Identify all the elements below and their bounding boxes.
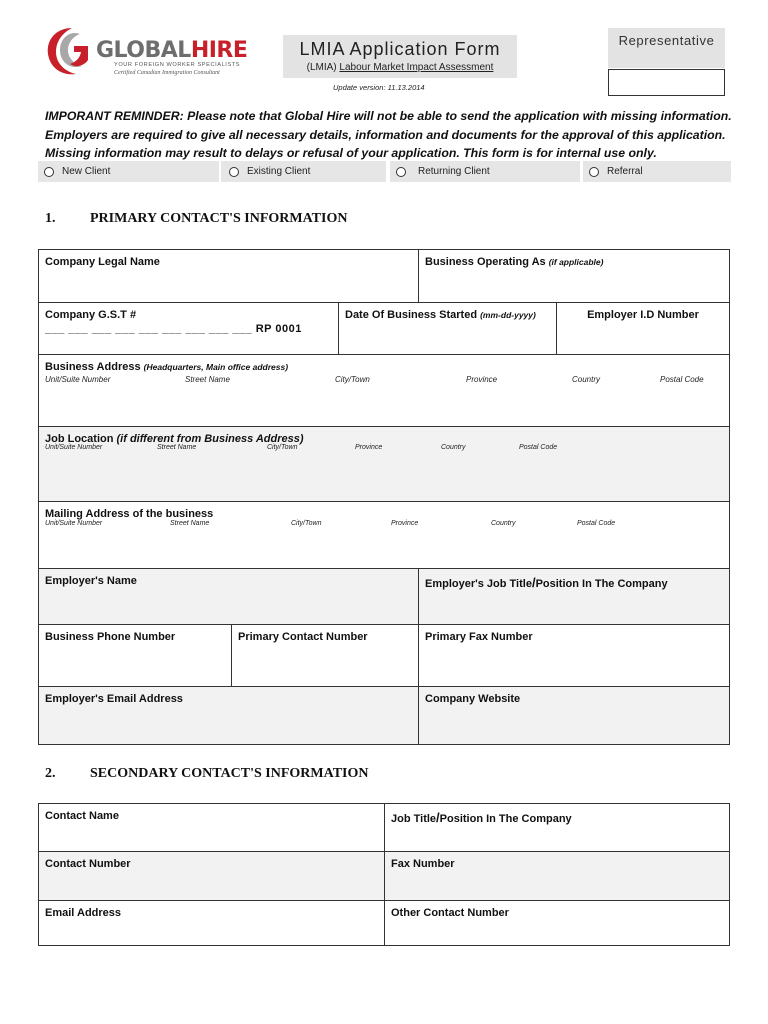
radio-icon[interactable] [44,167,54,177]
update-version: Update version: 11.13.2014 [333,83,425,92]
company-gst-field[interactable]: Company G.S.T # ___ ___ ___ ___ ___ ___ ___ ___ ___ RP 0001 [38,302,339,355]
client-option-new[interactable]: New Client [38,161,219,182]
radio-icon[interactable] [229,167,239,177]
radio-icon[interactable] [396,167,406,177]
radio-icon[interactable] [589,167,599,177]
contact-job-title-field[interactable]: Job Title/Position In The Company [384,803,730,852]
representative-field[interactable] [608,69,725,96]
employer-id-field[interactable]: Employer I.D Number [556,302,730,355]
contact-name-field[interactable]: Contact Name [38,803,385,852]
business-operating-as-field[interactable]: Business Operating As (if applicable) [418,249,730,303]
business-phone-field[interactable]: Business Phone Number [38,624,232,687]
section-1-title: 1. PRIMARY CONTACT'S INFORMATION [45,211,348,226]
employer-name-field[interactable]: Employer's Name [38,568,419,625]
company-website-field[interactable]: Company Website [418,686,730,745]
logo-tagline: YOUR FOREIGN WORKER SPECIALISTS [114,62,241,68]
form-title: LMIA Application Form [299,39,501,59]
date-business-started-field[interactable]: Date Of Business Started (mm-dd-yyyy) [338,302,557,355]
contact-number-field[interactable]: Contact Number [38,851,385,901]
globalhire-g-logo-icon [44,24,94,80]
client-type-bar [38,161,731,182]
primary-contact-number-field[interactable]: Primary Contact Number [231,624,419,687]
job-location-field[interactable]: Job Location (if different from Business Address) Unit/Suite Number Street Name City/Town Province Country Postal Code [38,426,730,502]
logo-wordmark: GLOBALHIRE [96,38,248,63]
email-address-field[interactable]: Email Address [38,900,385,946]
client-option-existing[interactable]: Existing Client [223,161,386,182]
company-logo [44,24,248,82]
company-legal-name-field[interactable]: Company Legal Name [38,249,419,303]
logo-subline: Certified Canadian Immigration Consultant [114,70,220,76]
section-2-title: 2. SECONDARY CONTACT'S INFORMATION [45,766,369,781]
primary-fax-field[interactable]: Primary Fax Number [418,624,730,687]
other-contact-number-field[interactable]: Other Contact Number [384,900,730,946]
fax-number-field[interactable]: Fax Number [384,851,730,901]
mailing-address-field[interactable]: Mailing Address of the business Unit/Suite Number Street Name City/Town Province Country Postal Code [38,501,730,569]
employer-email-field[interactable]: Employer's Email Address [38,686,419,745]
important-reminder: IMPORANT REMINDER: Please note that Global Hire will not be able to send the application with missing information. Employers are required to give all necessary details, information and documents for the approval of this application. Missing information may result to delays or refusal of your application. This form is for internal use only. [45,109,732,161]
client-option-referral[interactable]: Referral [583,161,731,182]
form-subtitle: (LMIA) Labour Market Impact Assessment [306,62,494,73]
form-title-box [283,35,517,78]
employer-job-title-field[interactable]: Employer's Job Title/Position In The Company [418,568,730,625]
representative-label: Representative [608,28,725,68]
client-option-returning[interactable]: Returning Client [390,161,580,182]
business-address-field[interactable]: Business Address (Headquarters, Main office address) Unit/Suite Number Street Name City/Town Province Country Postal Code [38,354,730,427]
